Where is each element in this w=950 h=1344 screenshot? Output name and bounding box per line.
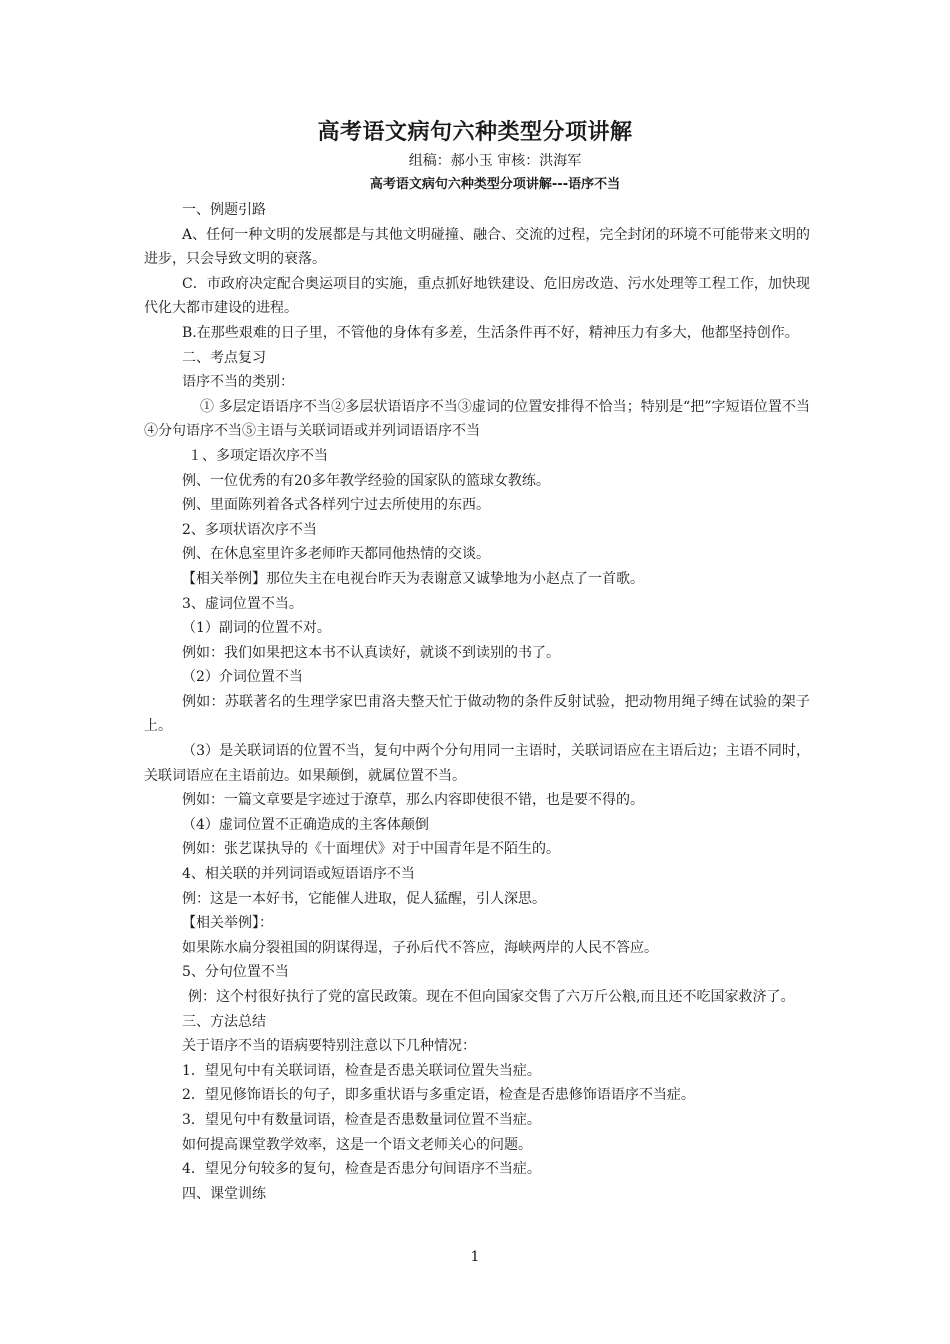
paragraph: （4）虚词位置不正确造成的主客体颠倒 xyxy=(182,816,429,833)
document-title: 高考语文病句六种类型分项讲解 xyxy=(317,120,633,145)
paragraph: （2）介词位置不当 xyxy=(182,669,303,686)
paragraph: 【相关举例】那位失主在电视台昨天为表谢意又诚挚地为小赵点了一首歌。 xyxy=(182,570,644,587)
subsection-heading: 2、多项状语次序不当 xyxy=(182,521,317,538)
paragraph: 例如：我们如果把这本书不认真读好，就谈不到读别的书了。 xyxy=(182,644,560,661)
paragraph: 例：这是一本好书，它能催人进取，促人猛醒，引人深思。 xyxy=(182,890,546,907)
paragraph: （3）是关联词语的位置不当，复句中两个分句用同一主语时，关联词语应在主语后边；主语不同时，关联词语应在主语前边。如果颠倒，就属位置不当。 xyxy=(144,743,810,784)
paragraph: B.在那些艰难的日子里，不管他的身体有多差，生活条件再不好，精神压力有多大，他都坚持创作。 xyxy=(182,324,799,341)
document-body xyxy=(144,198,810,1206)
document-subtitle: 高考语文病句六种类型分项讲解---语序不当 xyxy=(369,177,621,192)
section-heading: 二、考点复习 xyxy=(182,349,266,366)
section-heading: 三、方法总结 xyxy=(182,1013,266,1030)
paragraph: ① 多层定语语序不当②多层状语语序不当③虚词的位置安排得不恰当；特别是“把”字短语位置不当④分句语序不当⑤主语与关联词语或并列词语语序不当 xyxy=(144,398,810,440)
paragraph: 例、里面陈列着各式各样列宁过去所使用的东西。 xyxy=(182,497,490,514)
paragraph: 3．望见句中有数量词语，检查是否患数量词位置不当症。 xyxy=(182,1111,541,1128)
paragraph: 关于语序不当的语病要特别注意以下几种情况： xyxy=(182,1038,476,1055)
page-number: 1 xyxy=(470,1249,480,1265)
paragraph: 如果陈水扁分裂祖国的阴谋得逞，子孙后代不答应，海峡两岸的人民不答应。 xyxy=(182,939,658,956)
paragraph: A、任何一种文明的发展都是与其他文明碰撞、融合、交流的过程，完全封闭的环境不可能带来文明的进步，只会导致文明的衰落。 xyxy=(144,226,810,268)
paragraph: 例、在休息室里许多老师昨天都同他热情的交谈。 xyxy=(182,546,490,563)
paragraph: 语序不当的类别： xyxy=(182,374,294,391)
paragraph: C．市政府决定配合奥运项目的实施，重点抓好地铁建设、危旧房改造、污水处理等工程工作，加快现代化大都市建设的进程。 xyxy=(144,275,810,317)
paragraph: 例：这个村很好执行了党的富民政策。现在不但向国家交售了六万斤公粮,而且还不吃国家救济了。 xyxy=(188,989,795,1005)
section-heading: 一、例题引路 xyxy=(182,202,266,218)
subsection-heading: 4、相关联的并列词语或短语语序不当 xyxy=(182,866,415,883)
paragraph: 4．望见分句较多的复句，检查是否患分句间语序不当症。 xyxy=(182,1161,541,1178)
section-heading: 四、课堂训练 xyxy=(182,1185,266,1202)
paragraph: 例如：一篇文章要是字迹过于潦草，那么内容即使很不错，也是要不得的。 xyxy=(182,792,644,809)
paragraph: 例、一位优秀的有20多年教学经验的国家队的篮球女教练。 xyxy=(182,472,550,489)
paragraph: 【相关举例】： xyxy=(182,915,273,932)
paragraph: （1）副词的位置不对。 xyxy=(182,620,331,637)
paragraph: 如何提高课堂教学效率，这是一个语文老师关心的问题。 xyxy=(182,1136,532,1153)
subsection-heading: 5、分句位置不当 xyxy=(182,964,289,981)
paragraph: 例如：张艺谋执导的《十面埋伏》对于中国青年是不陌生的。 xyxy=(182,841,560,858)
paragraph: 例如：苏联著名的生理学家巴甫洛夫整天忙于做动物的条件反射试验，把动物用绳子缚在试验的架子上。 xyxy=(144,693,810,735)
subsection-heading: １、多项定语次序不当 xyxy=(188,447,328,464)
subsection-heading: 3、虚词位置不当。 xyxy=(182,595,303,612)
document-authors: 组稿：郝小玉 审核：洪海军 xyxy=(408,153,582,169)
paragraph: 1．望见句中有关联词语，检查是否患关联词位置失当症。 xyxy=(182,1062,541,1079)
paragraph: 2．望见修饰语长的句子，即多重状语与多重定语，检查是否患修饰语语序不当症。 xyxy=(182,1087,695,1104)
